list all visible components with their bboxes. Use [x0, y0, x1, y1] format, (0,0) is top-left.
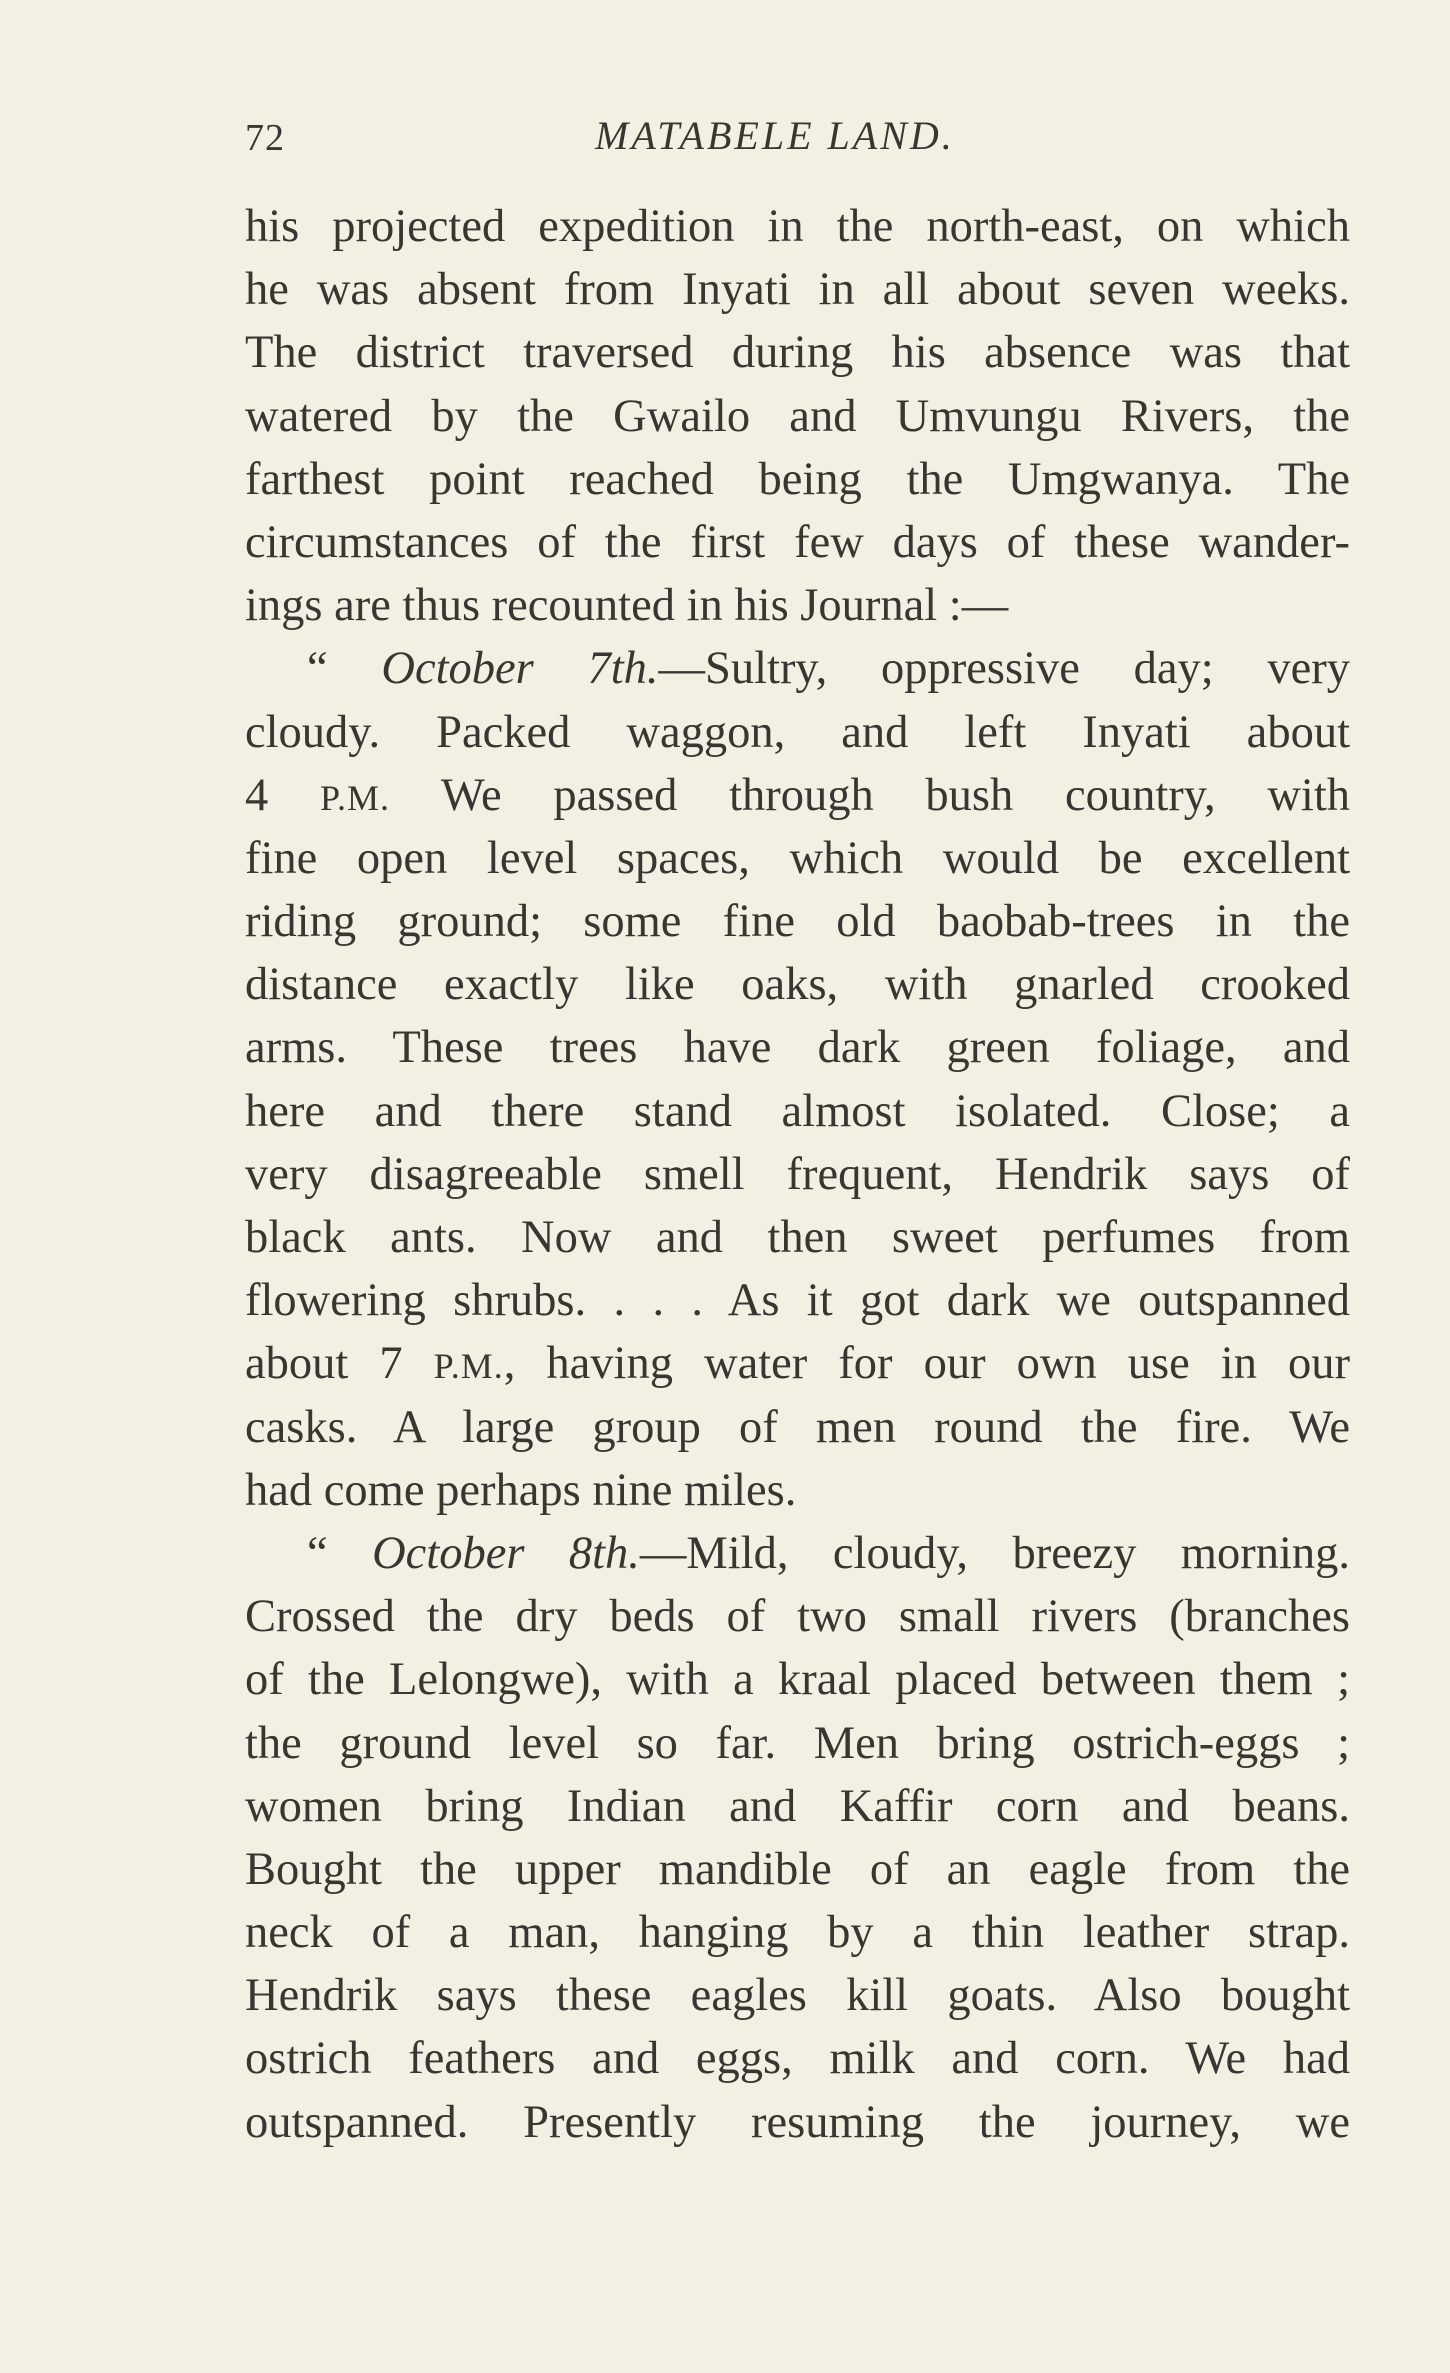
- running-head: MATABELE LAND.: [595, 113, 955, 158]
- text-line: women bring Indian and Kaffir corn and beans.: [245, 1780, 1350, 1832]
- line-text: We passed through bush country, with: [390, 769, 1350, 821]
- text-line: had come perhaps nine miles.: [245, 1464, 797, 1516]
- open-quote: “: [307, 1527, 373, 1579]
- text-line: fine open level spaces, which would be excellent: [245, 832, 1350, 884]
- text-line: [245, 764, 1350, 827]
- text-line: distance exactly like oaks, with gnarled crooked: [245, 959, 1350, 1011]
- text-line: riding ground; some fine old baobab-trees in the: [245, 896, 1350, 948]
- time-marker: P.M.: [319, 777, 391, 818]
- text-line: The district traversed during his absence was that: [245, 327, 1350, 379]
- text-line: [245, 1332, 1350, 1395]
- time-marker: P.M.: [433, 1346, 504, 1387]
- text-line: he was absent from Inyati in all about seven weeks.: [245, 264, 1350, 316]
- text-line: ostrich feathers and eggs, milk and corn. We had: [245, 2033, 1350, 2085]
- text-line: casks. A large group of men round the fire. We: [245, 1401, 1350, 1453]
- text-line: flowering shrubs. . . . As it got dark we outspanned: [245, 1275, 1350, 1327]
- text-line: here and there stand almost isolated. Close; a: [245, 1085, 1350, 1137]
- text-line: outspanned. Presently resuming the journey, we: [245, 2096, 1350, 2148]
- line-text: , having water for our own use in our: [503, 1338, 1350, 1390]
- text-line: neck of a man, hanging by a thin leather strap.: [245, 1907, 1350, 1959]
- text-line: the ground level so far. Men bring ostrich-eggs ;: [245, 1717, 1350, 1769]
- page-number: 72: [245, 117, 285, 159]
- text-line: black ants. Now and then sweet perfumes from: [245, 1212, 1350, 1263]
- text-line: ings are thus recounted in his Journal :—: [245, 580, 1009, 632]
- text-line: Hendrik says these eagles kill goats. Also bought: [245, 1970, 1350, 2022]
- body-text: [245, 195, 1350, 2154]
- entry-text: —Sultry, oppressive day; very: [658, 643, 1350, 695]
- page-header: [245, 108, 1355, 168]
- line-text: about 7: [245, 1338, 434, 1390]
- text-line: cloudy. Packed waggon, and left Inyati about: [245, 706, 1350, 758]
- text-line: very disagreeable smell frequent, Hendrik says of: [245, 1148, 1350, 1200]
- text-line: of the Lelongwe), with a kraal placed between them ;: [245, 1654, 1350, 1706]
- line-text: 4: [245, 769, 320, 821]
- text-line: farthest point reached being the Umgwanya. The: [245, 453, 1350, 505]
- text-line: circumstances of the first few days of these wander-: [245, 516, 1350, 568]
- open-quote: “: [307, 643, 382, 695]
- text-line: Bought the upper mandible of an eagle from the: [245, 1843, 1350, 1895]
- text-line: [245, 637, 1350, 700]
- journal-date: October 7th.: [381, 643, 659, 695]
- text-line: watered by the Gwailo and Umvungu Rivers, the: [245, 390, 1350, 442]
- text-line: arms. These trees have dark green foliage, and: [245, 1022, 1350, 1074]
- text-line: his projected expedition in the north-east, on which: [245, 201, 1350, 252]
- journal-date: October 8th.: [372, 1527, 640, 1579]
- text-line: [245, 1522, 1350, 1585]
- text-line: Crossed the dry beds of two small rivers (branches: [245, 1591, 1350, 1643]
- entry-text: —Mild, cloudy, breezy morning.: [639, 1527, 1350, 1579]
